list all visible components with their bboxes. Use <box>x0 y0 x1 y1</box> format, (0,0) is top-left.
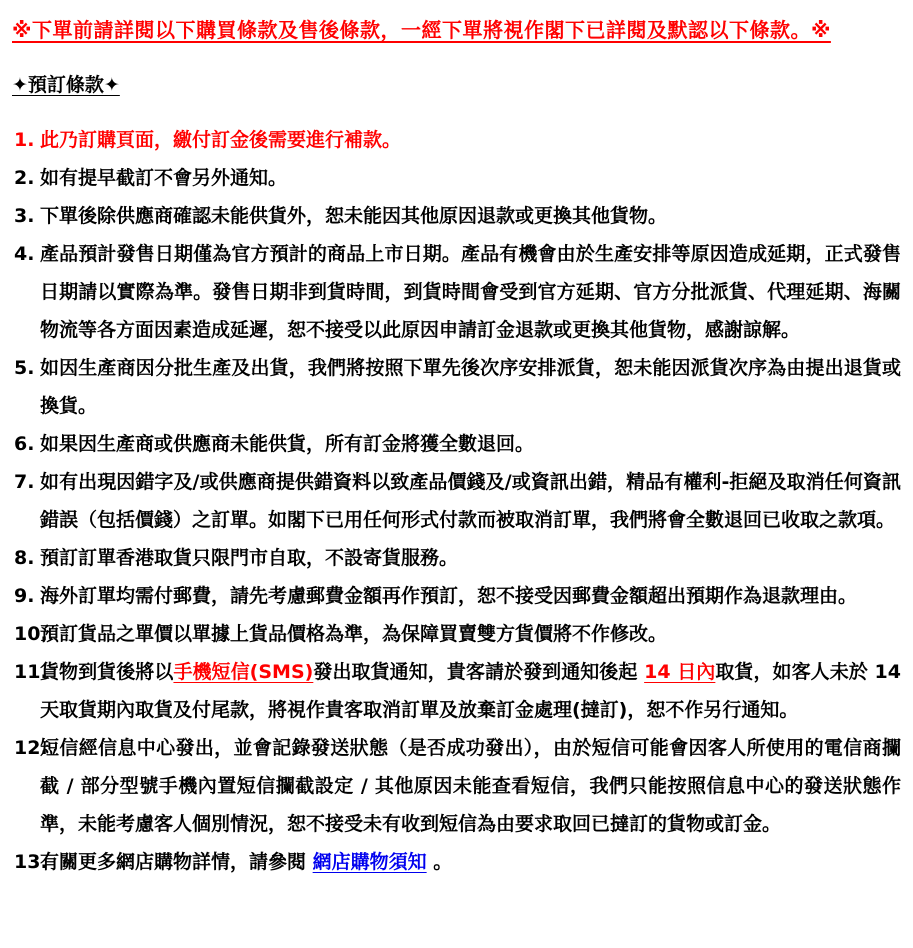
term-text: 如因生產商因分批生產及出貨，我們將按照下單先後次序安排派貨，恕未能因派貨次序為由提出退貨或換貨。 <box>40 357 901 417</box>
term-text: 下單後除供應商確認未能供貨外，恕未能因其他原因退款或更換其他貨物。 <box>40 205 668 227</box>
pickup-deadline-highlight: 14 日內 <box>644 661 716 683</box>
term-text: 預訂訂單香港取貨只限門市自取，不設寄貨服務。 <box>40 547 459 569</box>
term-number: 9. <box>14 585 35 607</box>
term-number: 2. <box>14 167 35 189</box>
term-text-part: 貨物到貨後將以 <box>40 661 174 683</box>
term-number: 11. <box>14 661 48 683</box>
term-number: 10. <box>14 623 48 645</box>
term-text: 如有提早截訂不會另外通知。 <box>40 167 288 189</box>
term-item <box>10 121 903 159</box>
term-text-part: 發出取貨通知，貴客請於發到通知後起 <box>313 661 645 683</box>
term-text: 如有出現因錯字及/或供應商提供錯資料以致產品價錢及/或資訊出錯，精品有權利-拒絕及取消任何資訊錯誤（包括價錢）之訂單。如閣下已用任何形式付款而被取消訂單，我們將會全數退回已收取之款項。 <box>40 471 901 531</box>
term-number: 1. <box>14 129 35 151</box>
term-text <box>40 843 903 881</box>
term-item <box>10 197 903 235</box>
term-text-part: 。 <box>426 851 453 873</box>
shop-guide-link[interactable]: 網店購物須知 <box>312 851 427 873</box>
term-text-part: 取貨，如客人未於 14 天取貨期內取貨及付尾款，將視作貴客取消訂單及放棄訂金處理(撻訂)，恕不作另行通知。 <box>40 661 901 721</box>
sms-highlight: 手機短信(SMS) <box>173 661 314 683</box>
term-item <box>10 539 903 577</box>
term-item <box>10 843 903 881</box>
term-text: 產品預計發售日期僅為官方預計的商品上市日期。產品有機會由於生產安排等原因造成延期，正式發售日期請以實際為準。發售日期非到貨時間，到貨時間會受到官方延期、官方分批派貨、代理延期、海關物流等各方面因素造成延遲，恕不接受以此原因申請訂金退款或更換其他貨物，感謝諒解。 <box>40 243 901 341</box>
term-text <box>40 653 903 729</box>
term-text: 短信經信息中心發出，並會記錄發送狀態（是否成功發出），由於短信可能會因客人所使用的電信商攔截 / 部分型號手機內置短信攔截設定 / 其他原因未能查看短信，我們只能按照信息中心的發送狀態作準，未能考慮客人個別情況，恕不接受未有收到短信為由要求取回已撻訂的貨物或訂金。 <box>40 737 901 835</box>
term-text: 此乃訂購頁面，繳付訂金後需要進行補款。 <box>40 129 402 151</box>
term-number: 13. <box>14 851 48 873</box>
notice-banner: ※下單前請詳閱以下購買條款及售後條款，一經下單將視作閣下已詳閱及默認以下條款。※ <box>12 18 831 42</box>
term-item <box>10 729 903 843</box>
term-number: 12. <box>14 737 48 759</box>
section-title: ✦預訂條款✦ <box>12 74 120 96</box>
term-item <box>10 425 903 463</box>
term-text: 預訂貨品之單價以單據上貨品價格為準，為保障買賣雙方貨價將不作修改。 <box>40 623 668 645</box>
term-number: 3. <box>14 205 35 227</box>
term-item <box>10 615 903 653</box>
term-number: 5. <box>14 357 35 379</box>
term-item <box>10 463 903 539</box>
term-item <box>10 577 903 615</box>
term-text: 海外訂單均需付郵費，請先考慮郵費金額再作預訂，恕不接受因郵費金額超出預期作為退款理由。 <box>40 585 858 607</box>
term-number: 4. <box>14 243 35 265</box>
term-number: 7. <box>14 471 35 493</box>
term-text-part: 有關更多網店購物詳情，請參閱 <box>40 851 313 873</box>
term-item <box>10 235 903 349</box>
term-number: 8. <box>14 547 35 569</box>
terms-list <box>10 121 903 881</box>
term-item <box>10 159 903 197</box>
term-number: 6. <box>14 433 35 455</box>
term-item <box>10 653 903 729</box>
term-item <box>10 349 903 425</box>
term-text: 如果因生產商或供應商未能供貨，所有訂金將獲全數退回。 <box>40 433 535 455</box>
